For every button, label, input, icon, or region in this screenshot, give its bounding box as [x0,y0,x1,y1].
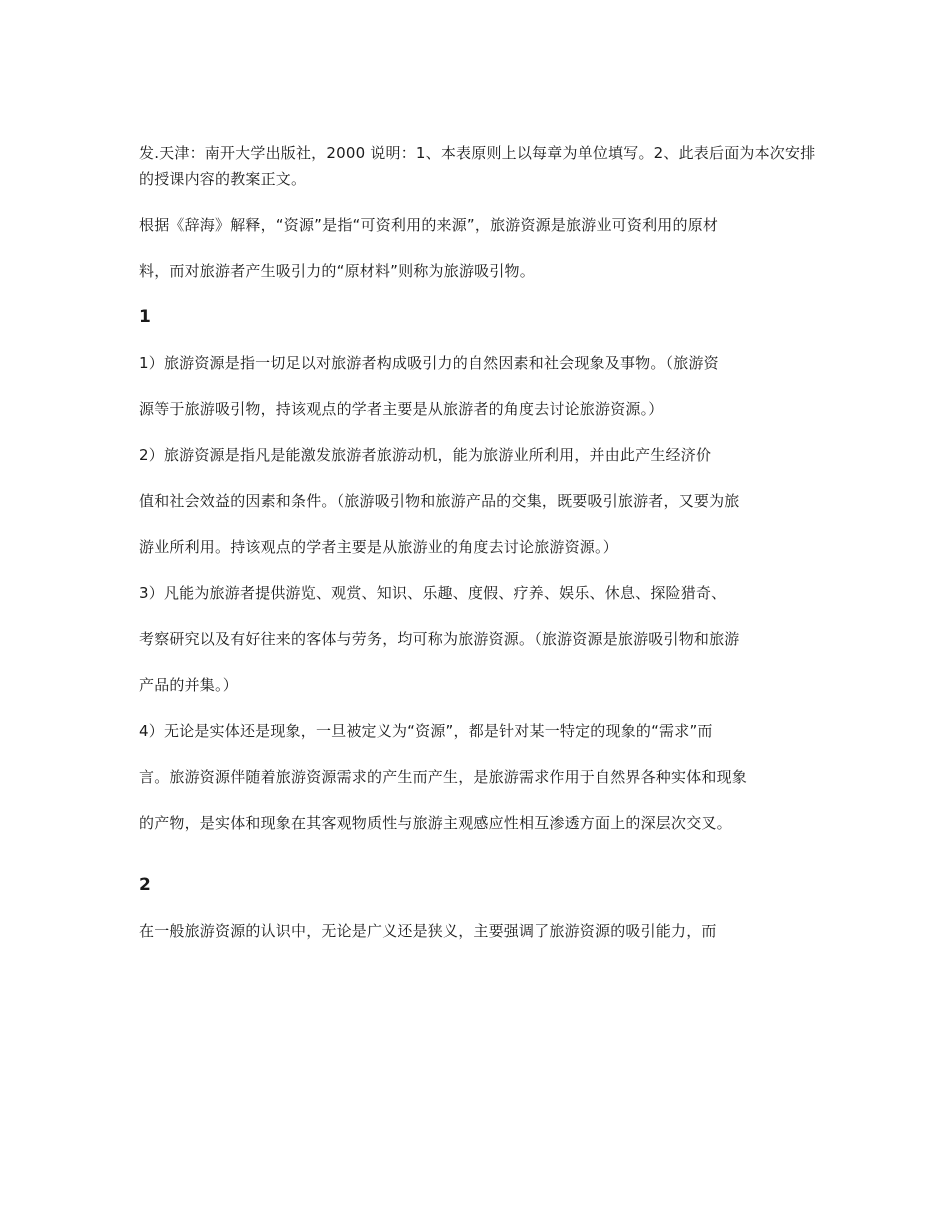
paragraph-view-2-cont: 值和社会效益的因素和条件。（旅游吸引物和旅游产品的交集，既要吸引旅游者，又要为旅 [139,492,740,510]
paragraph-view-3: 3）凡能为旅游者提供游览、观赏、知识、乐趣、度假、疗养、娱乐、休息、探险猎奇、 [139,584,727,602]
paragraph-section-2-intro: 在一般旅游资源的认识中，无论是广义还是狭义，主要强调了旅游资源的吸引能力，而 [139,922,717,940]
paragraph-view-4-cont: 言。旅游资源伴随着旅游资源需求的产生而产生，是旅游需求作用于自然界各种实体和现象 [139,768,748,786]
paragraph-view-1-cont: 源等于旅游吸引物，持该观点的学者主要是从旅游者的角度去讨论旅游资源。） [139,400,664,418]
paragraph-view-4: 4）无论是实体还是现象，一旦被定义为“资源”，都是针对某一特定的现象的“需求”而 [139,722,713,740]
paragraph-view-1: 1）旅游资源是指一切足以对旅游者构成吸引力的自然因素和社会现象及事物。（旅游资 [139,354,719,372]
paragraph-view-2-end: 游业所利用。持该观点的学者主要是从旅游业的角度去讨论旅游资源。） [139,538,618,556]
paragraph-view-3-end: 产品的并集。） [139,676,238,694]
paragraph-reference-note: 发.天津：南开大学出版社，2000 说明：1、本表原则上以每章为单位填写。2、此表后面为本次安排的授课内容的教案正文。 [139,144,816,188]
document-page [139,140,819,964]
paragraph-cihai-definition: 根据《辞海》解释，“资源”是指“可资利用的来源”，旅游资源是旅游业可资利用的原材 [139,216,719,234]
section-heading-1: 1 [139,307,151,327]
paragraph-view-2: 2）旅游资源是指凡是能激发旅游者旅游动机，能为旅游业所利用，并由此产生经济价 [139,446,712,464]
paragraph-cihai-definition-cont: 料，而对旅游者产生吸引力的“原材料”则称为旅游吸引物。 [139,262,535,280]
section-heading-2: 2 [139,875,151,895]
paragraph-view-3-cont: 考察研究以及有好往来的客体与劳务，均可称为旅游资源。（旅游资源是旅游吸引物和旅游 [139,630,740,648]
paragraph-view-4-end: 的产物，是实体和现象在其客观物质性与旅游主观感应性相互渗透方面上的深层次交叉。 [139,814,732,832]
